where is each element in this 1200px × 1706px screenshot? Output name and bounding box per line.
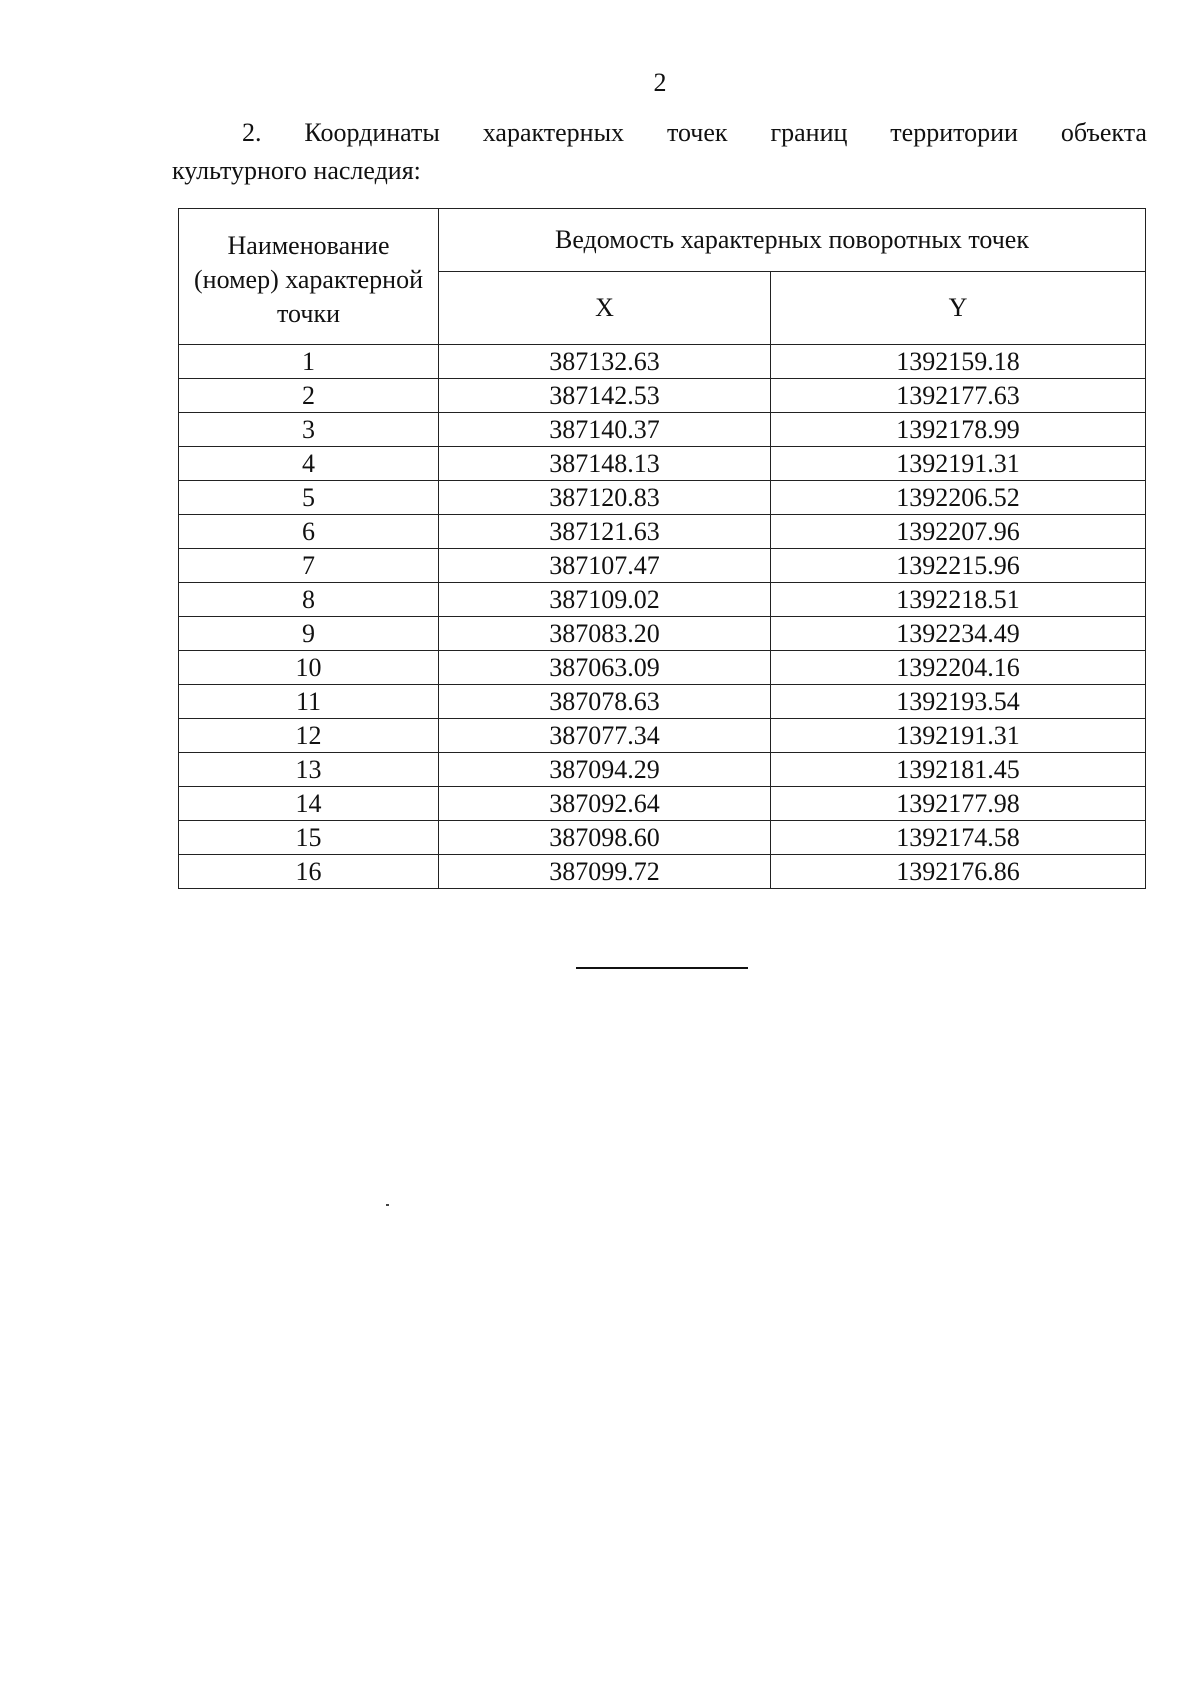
x-coordinate-cell: 387077.34 bbox=[439, 719, 771, 753]
y-coordinate-cell: 1392176.86 bbox=[771, 855, 1146, 889]
header-x: X bbox=[439, 272, 771, 345]
y-coordinate-cell: 1392159.18 bbox=[771, 345, 1146, 379]
heading-word: 2. bbox=[242, 118, 262, 147]
point-number-cell: 16 bbox=[179, 855, 439, 889]
x-coordinate-cell: 387094.29 bbox=[439, 753, 771, 787]
y-coordinate-cell: 1392177.98 bbox=[771, 787, 1146, 821]
heading-word: границ bbox=[770, 118, 848, 147]
heading-line-2: культурного наследия: bbox=[172, 156, 421, 185]
heading-word: объекта bbox=[1060, 118, 1147, 147]
table-row bbox=[179, 379, 1146, 413]
table-row bbox=[179, 447, 1146, 481]
table-row bbox=[179, 753, 1146, 787]
coordinates-table bbox=[178, 208, 1146, 889]
table-row bbox=[179, 685, 1146, 719]
table-row bbox=[179, 583, 1146, 617]
header-point-name-line: точки bbox=[277, 298, 340, 328]
y-coordinate-cell: 1392174.58 bbox=[771, 821, 1146, 855]
x-coordinate-cell: 387120.83 bbox=[439, 481, 771, 515]
header-point-name-line: Наименование bbox=[227, 230, 390, 260]
table-row bbox=[179, 651, 1146, 685]
x-coordinate-cell: 387132.63 bbox=[439, 345, 771, 379]
point-number-cell: 13 bbox=[179, 753, 439, 787]
y-coordinate-cell: 1392207.96 bbox=[771, 515, 1146, 549]
point-number-cell: 10 bbox=[179, 651, 439, 685]
table-row bbox=[179, 481, 1146, 515]
y-coordinate-cell: 1392218.51 bbox=[771, 583, 1146, 617]
point-number-cell: 14 bbox=[179, 787, 439, 821]
table-row bbox=[179, 549, 1146, 583]
point-number-cell: 9 bbox=[179, 617, 439, 651]
table-row bbox=[179, 719, 1146, 753]
section-heading bbox=[172, 114, 1147, 190]
heading-line-1 bbox=[172, 114, 1147, 152]
y-coordinate-cell: 1392181.45 bbox=[771, 753, 1146, 787]
x-coordinate-cell: 387109.02 bbox=[439, 583, 771, 617]
point-number-cell: 12 bbox=[179, 719, 439, 753]
table-row bbox=[179, 413, 1146, 447]
y-coordinate-cell: 1392234.49 bbox=[771, 617, 1146, 651]
end-of-document-rule bbox=[576, 967, 748, 969]
point-number-cell: 7 bbox=[179, 549, 439, 583]
header-turning-points: Ведомость характерных поворотных точек bbox=[439, 209, 1146, 272]
x-coordinate-cell: 387121.63 bbox=[439, 515, 771, 549]
y-coordinate-cell: 1392215.96 bbox=[771, 549, 1146, 583]
y-coordinate-cell: 1392191.31 bbox=[771, 719, 1146, 753]
point-number-cell: 2 bbox=[179, 379, 439, 413]
x-coordinate-cell: 387142.53 bbox=[439, 379, 771, 413]
y-coordinate-cell: 1392204.16 bbox=[771, 651, 1146, 685]
y-coordinate-cell: 1392177.63 bbox=[771, 379, 1146, 413]
table-header bbox=[179, 209, 1146, 345]
x-coordinate-cell: 387092.64 bbox=[439, 787, 771, 821]
point-number-cell: 4 bbox=[179, 447, 439, 481]
x-coordinate-cell: 387098.60 bbox=[439, 821, 771, 855]
table-row bbox=[179, 855, 1146, 889]
y-coordinate-cell: 1392193.54 bbox=[771, 685, 1146, 719]
x-coordinate-cell: 387140.37 bbox=[439, 413, 771, 447]
point-number-cell: 11 bbox=[179, 685, 439, 719]
scan-speck bbox=[386, 1204, 389, 1206]
page-number: 2 bbox=[653, 68, 667, 97]
table-row bbox=[179, 821, 1146, 855]
header-y: Y bbox=[771, 272, 1146, 345]
x-coordinate-cell: 387078.63 bbox=[439, 685, 771, 719]
point-number-cell: 1 bbox=[179, 345, 439, 379]
y-coordinate-cell: 1392191.31 bbox=[771, 447, 1146, 481]
heading-word: Координаты bbox=[304, 118, 440, 147]
x-coordinate-cell: 387099.72 bbox=[439, 855, 771, 889]
y-coordinate-cell: 1392206.52 bbox=[771, 481, 1146, 515]
heading-word: характерных bbox=[482, 118, 625, 147]
point-number-cell: 15 bbox=[179, 821, 439, 855]
point-number-cell: 8 bbox=[179, 583, 439, 617]
header-point-name bbox=[179, 209, 439, 345]
table-row bbox=[179, 515, 1146, 549]
point-number-cell: 5 bbox=[179, 481, 439, 515]
heading-word: территории bbox=[890, 118, 1018, 147]
header-point-name-line: (номер) характерной bbox=[194, 264, 423, 294]
heading-word: точек bbox=[666, 118, 728, 147]
point-number-cell: 3 bbox=[179, 413, 439, 447]
x-coordinate-cell: 387148.13 bbox=[439, 447, 771, 481]
x-coordinate-cell: 387107.47 bbox=[439, 549, 771, 583]
table-row bbox=[179, 345, 1146, 379]
y-coordinate-cell: 1392178.99 bbox=[771, 413, 1146, 447]
x-coordinate-cell: 387063.09 bbox=[439, 651, 771, 685]
point-number-cell: 6 bbox=[179, 515, 439, 549]
table-body bbox=[179, 345, 1146, 889]
x-coordinate-cell: 387083.20 bbox=[439, 617, 771, 651]
table-row bbox=[179, 617, 1146, 651]
table-row bbox=[179, 787, 1146, 821]
